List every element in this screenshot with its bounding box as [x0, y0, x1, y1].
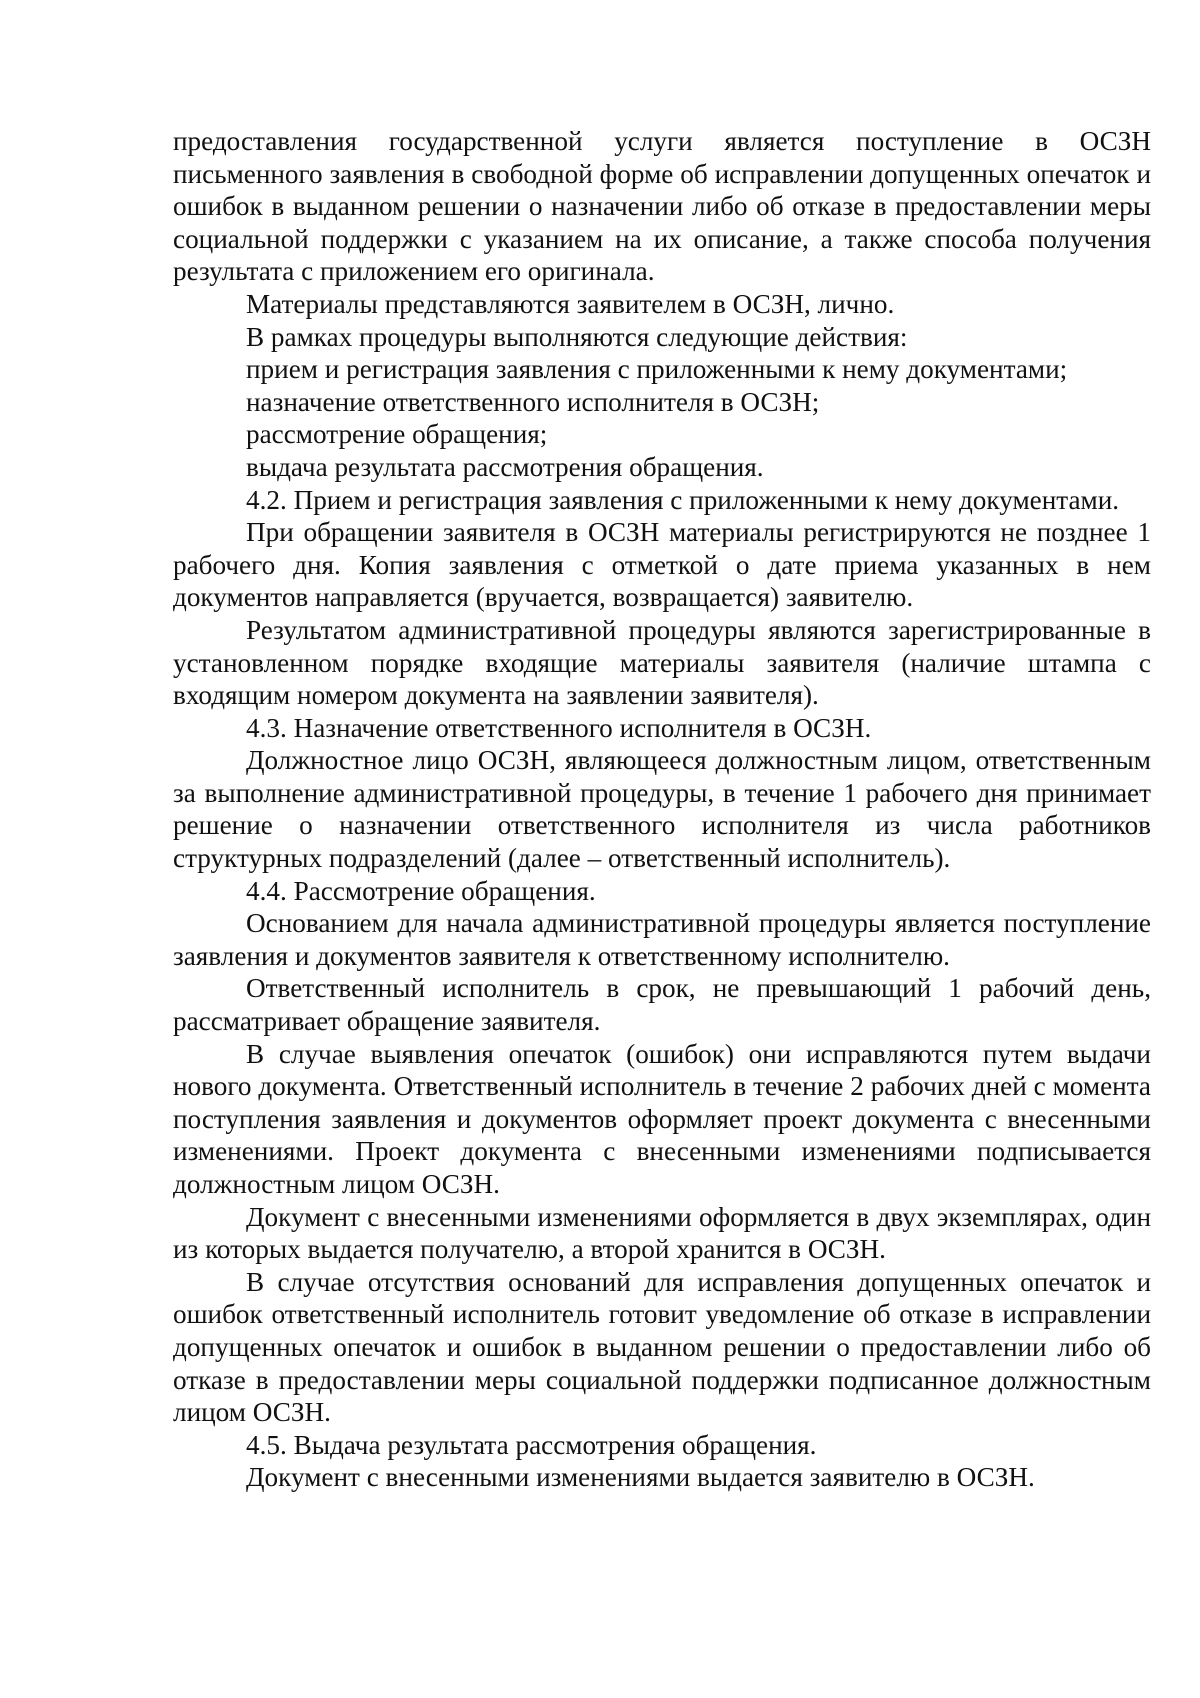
paragraph-review-term: Ответственный исполнитель в срок, не превышающий 1 рабочий день, рассматривает обращение заявителя. — [173, 973, 1151, 1037]
list-item-issuance: выдача результата рассмотрения обращения. — [246, 451, 764, 482]
list-item-reception: прием и регистрация заявления с приложенными к нему документами; — [246, 354, 1068, 385]
paragraph-refusal: В случае отсутствия оснований для исправления допущенных опечаток и ошибок ответственный исполнитель готовит уведомление об отказе в исправлении допущенных опечаток и ошибок в выданном решении о предоставлении либо об отказе в предоставлении меры социальной поддержки подписанное должностным лицом ОСЗН. — [173, 1266, 1151, 1428]
document-page — [173, 125, 1151, 1494]
paragraph-copies: Документ с внесенными изменениями оформляется в двух экземплярах, один из которых выдается получателю, а второй хранится в ОСЗН. — [173, 1201, 1151, 1265]
list-item-assignment: назначение ответственного исполнителя в ОСЗН; — [246, 386, 820, 417]
paragraph-official-assignment: Должностное лицо ОСЗН, являющееся должностным лицом, ответственным за выполнение административной процедуры, в течение 1 рабочего дня принимает решение о назначении ответственного исполнителя из числа работников структурных подразделений (далее – ответственный исполнитель). — [173, 745, 1151, 874]
paragraph-registration: При обращении заявителя в ОСЗН материалы регистрируются не позднее 1 рабочего дня. Копия заявления с отметкой о дате приема указанных в нем документов направляется (вручается, возвращается) заявителю. — [173, 517, 1151, 613]
paragraph-error-correction: В случае выявления опечаток (ошибок) они исправляются путем выдачи нового документа. Ответственный исполнитель в течение 2 рабочих дней с момента поступления заявления и документов оформляет проект документа с внесенными изменениями. Проект документа с внесенными изменениями подписывается должностным лицом ОСЗН. — [173, 1038, 1151, 1199]
list-item-review: рассмотрение обращения; — [246, 419, 548, 450]
section-heading-4-4: 4.4. Рассмотрение обращения. — [246, 875, 596, 906]
section-heading-4-2: 4.2. Прием и регистрация заявления с приложенными к нему документами. — [246, 484, 1120, 515]
paragraph-continuation: предоставления государственной услуги является поступление в ОСЗН письменного заявления в свободной форме об исправлении допущенных опечаток и ошибок в выданном решении о назначении либо об отказе в предоставлении меры социальной поддержки с указанием на их описание, а также способа получения результата с приложением его оригинала. — [173, 126, 1151, 287]
paragraph-registration-result: Результатом административной процедуры являются зарегистрированные в установленном порядке входящие материалы заявителя (наличие штампа с входящим номером документа на заявлении заявителя). — [173, 614, 1151, 711]
section-heading-4-5: 4.5. Выдача результата рассмотрения обращения. — [246, 1429, 817, 1460]
paragraph-final-issuance: Документ с внесенными изменениями выдается заявителю в ОСЗН. — [246, 1462, 1035, 1493]
paragraph-review-basis: Основанием для начала административной процедуры является поступление заявления и документов заявителя к ответственному исполнителю. — [173, 908, 1151, 971]
paragraph-actions-intro: В рамках процедуры выполняются следующие действия: — [246, 321, 908, 352]
section-heading-4-3: 4.3. Назначение ответственного исполнителя в ОСЗН. — [246, 712, 872, 743]
paragraph-materials: Материалы представляются заявителем в ОСЗН, лично. — [246, 288, 895, 319]
